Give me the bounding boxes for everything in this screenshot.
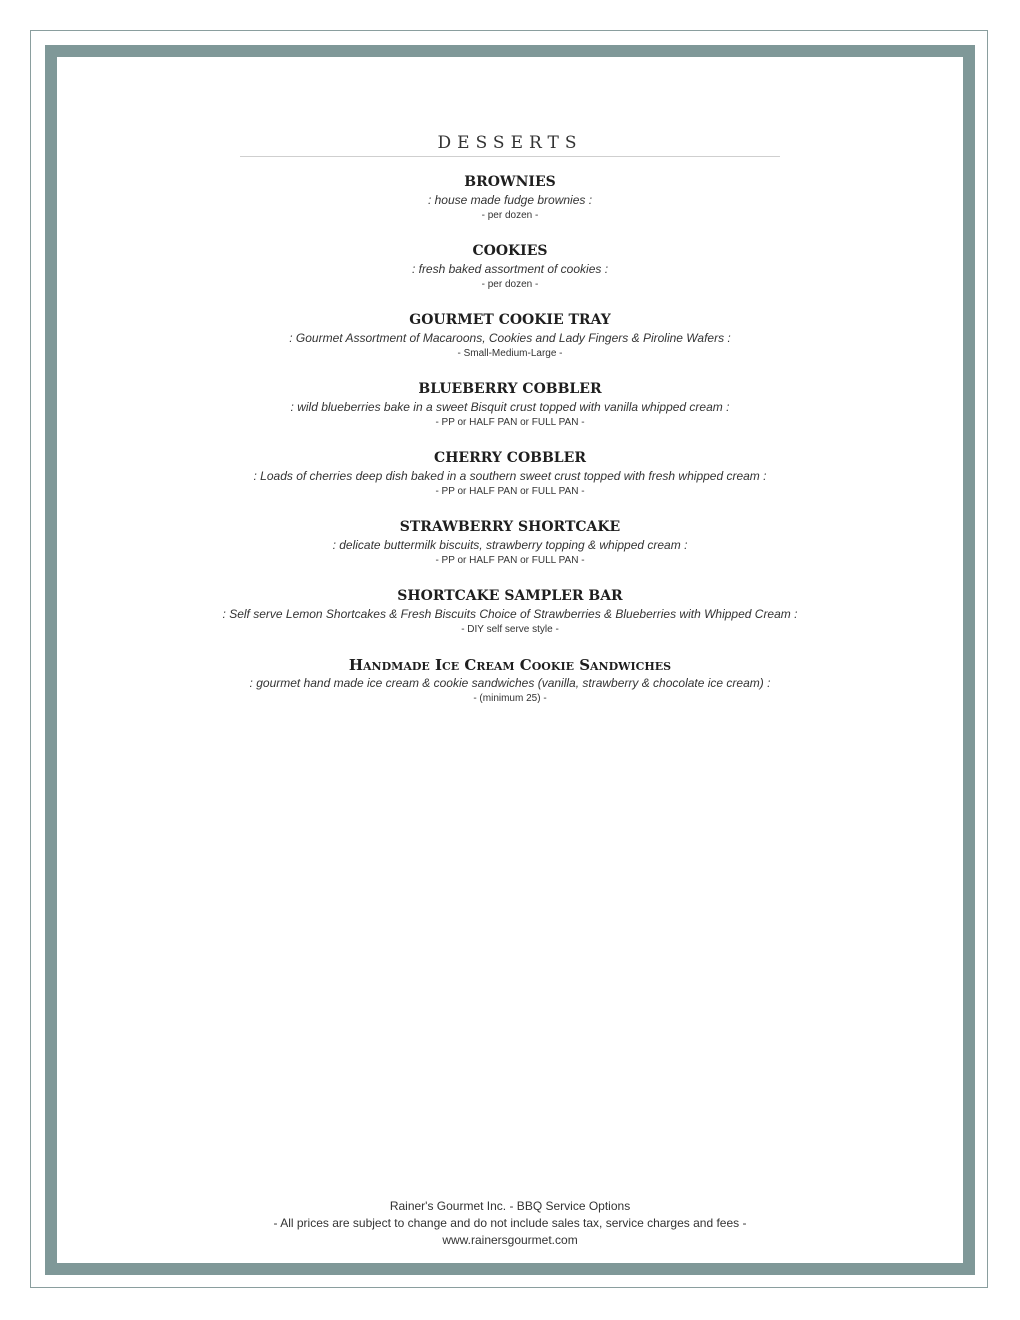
footer-disclaimer: - All prices are subject to change and do not include sales tax, service charges and fees - <box>273 1216 747 1230</box>
menu-item-ice-cream-cookie-sandwiches <box>60 655 960 724</box>
menu-item-shortcake-sampler-bar <box>60 586 960 655</box>
menu-item-cookies <box>60 241 960 310</box>
item-name: Handmade Ice Cream Cookie Sandwiches <box>348 656 672 674</box>
item-note: - per dozen - <box>481 279 539 290</box>
item-name: BLUEBERRY COBBLER <box>418 381 602 397</box>
menu-item-strawberry-shortcake <box>60 517 960 586</box>
item-note: - (minimum 25) - <box>473 693 547 704</box>
item-description: : Gourmet Assortment of Macaroons, Cookies and Lady Fingers & Piroline Wafers : <box>289 331 731 345</box>
menu-item-cherry-cobbler <box>60 448 960 517</box>
page-footer <box>60 1198 960 1249</box>
item-description: : Self serve Lemon Shortcakes & Fresh Biscuits Choice of Strawberries & Blueberries with Whipped Cream : <box>222 607 798 621</box>
item-description: : house made fudge brownies : <box>427 193 593 207</box>
item-note: - Small-Medium-Large - <box>457 348 563 359</box>
menu-item-blueberry-cobbler <box>60 379 960 448</box>
item-name: GOURMET COOKIE TRAY <box>409 312 611 328</box>
item-description: : gourmet hand made ice cream & cookie sandwiches (vanilla, strawberry & chocolate ice cream) : <box>249 676 771 690</box>
item-note: - DIY self serve style - <box>461 624 559 635</box>
item-description: : delicate buttermilk biscuits, strawberry topping & whipped cream : <box>332 538 688 552</box>
item-name: COOKIES <box>472 243 548 259</box>
section-title: DESSERTS <box>240 133 780 157</box>
item-name: SHORTCAKE SAMPLER BAR <box>397 588 623 604</box>
footer-company-line: Rainer's Gourmet Inc. - BBQ Service Options <box>389 1199 631 1213</box>
footer-website: www.rainersgourmet.com <box>442 1233 578 1247</box>
item-description: : fresh baked assortment of cookies : <box>411 262 609 276</box>
menu-item-brownies <box>60 172 960 241</box>
item-description: : wild blueberries bake in a sweet Bisquit crust topped with vanilla whipped cream : <box>290 400 730 414</box>
dessert-menu <box>60 172 960 724</box>
item-name: BROWNIES <box>464 174 556 190</box>
item-note: - per dozen - <box>481 210 539 221</box>
menu-item-gourmet-cookie-tray <box>60 310 960 379</box>
item-note: - PP or HALF PAN or FULL PAN - <box>435 555 585 566</box>
item-name: CHERRY COBBLER <box>434 450 586 466</box>
item-note: - PP or HALF PAN or FULL PAN - <box>435 486 585 497</box>
item-name: STRAWBERRY SHORTCAKE <box>399 519 621 535</box>
item-description: : Loads of cherries deep dish baked in a southern sweet crust topped with fresh whipped cream : <box>253 469 767 483</box>
item-note: - PP or HALF PAN or FULL PAN - <box>435 417 585 428</box>
